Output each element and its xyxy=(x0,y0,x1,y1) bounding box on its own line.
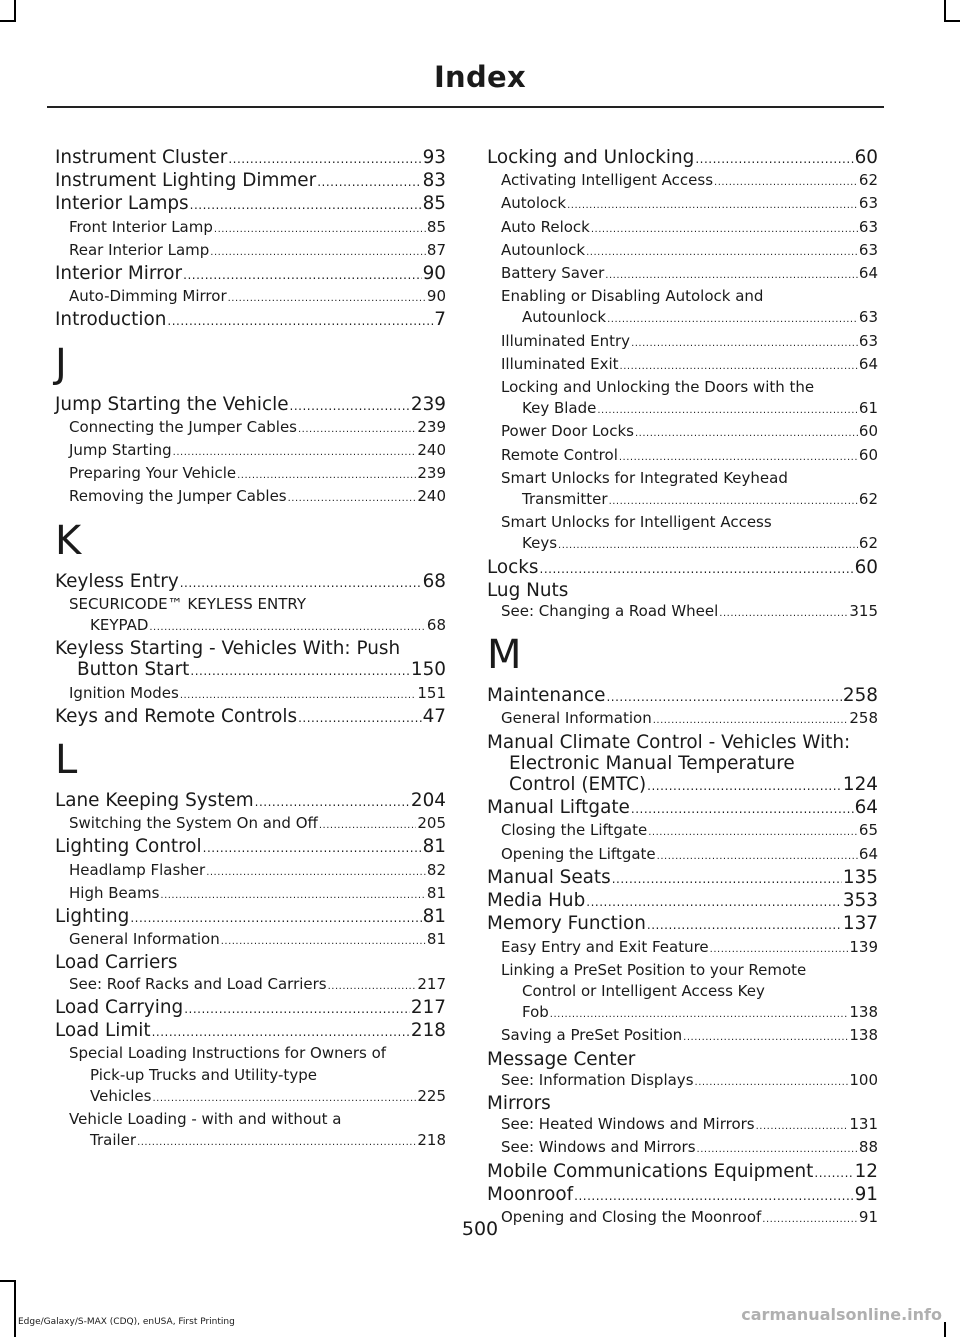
dot-leader xyxy=(290,396,410,417)
entry-page: 61 xyxy=(858,399,878,418)
index-line: Load Carriers xyxy=(55,952,178,974)
entry-term: Manual Seats xyxy=(487,866,611,888)
dot-leader xyxy=(190,195,422,216)
dot-leader xyxy=(612,869,842,890)
entry-page: 217 xyxy=(417,974,446,993)
page-number: 500 xyxy=(461,1218,499,1240)
entry-term: Ignition Modes xyxy=(69,683,179,702)
index-entry xyxy=(487,170,878,193)
entry-page: 93 xyxy=(422,147,446,168)
entry-term: Moonroof xyxy=(487,1183,574,1205)
watermark: carmanualsonline.info xyxy=(741,1305,942,1324)
entry-term: Power Door Locks xyxy=(501,422,634,441)
entry-term: Vehicles xyxy=(90,1086,152,1105)
dot-leader xyxy=(190,661,410,682)
index-entry xyxy=(55,193,446,216)
index-entry xyxy=(55,997,446,1020)
entry-page: 82 xyxy=(426,860,446,879)
entry-term: See: Information Displays xyxy=(501,1070,694,1089)
index-entry xyxy=(487,1002,878,1025)
dot-leader xyxy=(719,603,848,624)
index-entry xyxy=(487,820,878,843)
dot-leader xyxy=(597,400,858,421)
index-line: Smart Unlocks for Intelligent Access xyxy=(501,513,772,532)
entry-term: Lighting Control xyxy=(55,836,202,858)
dot-leader xyxy=(683,1027,848,1048)
crop-mark-top-right-h xyxy=(944,20,960,22)
entry-term: Illuminated Exit xyxy=(501,354,619,373)
index-entry xyxy=(487,307,878,330)
entry-page: 63 xyxy=(858,217,878,236)
entry-term: See: Changing a Road Wheel xyxy=(501,602,719,621)
index-entry xyxy=(55,836,446,859)
entry-page: 124 xyxy=(842,774,878,796)
dot-leader xyxy=(635,423,858,444)
dot-leader xyxy=(149,617,426,638)
entry-term: High Beams xyxy=(69,883,160,902)
entry-term: Front Interior Lamp xyxy=(69,217,213,236)
index-line: Mirrors xyxy=(487,1092,551,1114)
index-line: Locking and Unlocking the Doors with the xyxy=(501,378,815,397)
entry-page: 81 xyxy=(426,883,446,902)
index-entry xyxy=(487,1114,878,1137)
entry-page: 63 xyxy=(858,240,878,259)
entry-page: 240 xyxy=(417,487,446,506)
dot-leader xyxy=(695,1072,849,1093)
dot-leader xyxy=(695,149,853,170)
entry-term: General Information xyxy=(69,930,220,949)
dot-leader xyxy=(221,931,426,952)
entry-page: 353 xyxy=(842,890,878,912)
index-line: Special Loading Instructions for Owners of xyxy=(69,1044,387,1063)
entry-page: 137 xyxy=(842,913,878,935)
dot-leader xyxy=(647,776,842,797)
entry-page: 68 xyxy=(426,616,446,635)
dot-leader xyxy=(167,311,433,332)
index-line: Control or Intelligent Access Key xyxy=(522,981,765,1000)
entry-page: 150 xyxy=(410,659,446,681)
entry-page: 47 xyxy=(422,705,446,727)
index-entry xyxy=(487,1025,878,1048)
dot-leader xyxy=(631,799,854,820)
index-entry xyxy=(487,867,878,890)
entry-page: 81 xyxy=(422,906,446,928)
entry-term: Battery Saver xyxy=(501,264,605,283)
entry-term: Preparing Your Vehicle xyxy=(69,464,237,483)
entry-term: Auto-Dimming Mirror xyxy=(69,287,227,306)
section-letter: L xyxy=(55,737,78,784)
entry-term: Connecting the Jumper Cables xyxy=(69,417,297,436)
entry-page: 64 xyxy=(858,354,878,373)
entry-term: Trailer xyxy=(90,1131,137,1150)
index-line: Manual Climate Control - Vehicles With: xyxy=(487,731,851,753)
entry-page: 63 xyxy=(858,194,878,213)
dot-leader xyxy=(714,172,858,193)
dot-leader xyxy=(697,1139,858,1160)
dot-leader xyxy=(607,309,858,330)
dot-leader xyxy=(609,491,858,512)
entry-page: 225 xyxy=(417,1086,446,1105)
crop-mark-top-left xyxy=(14,0,16,22)
dot-leader xyxy=(574,1186,853,1207)
dot-leader xyxy=(130,908,421,929)
entry-term: Switching the System On and Off xyxy=(69,814,318,833)
dot-leader xyxy=(567,195,858,216)
entry-term: Instrument Lighting Dimmer xyxy=(55,170,317,192)
entry-term: See: Heated Windows and Mirrors xyxy=(501,1115,755,1134)
dot-leader xyxy=(756,1116,849,1137)
index-entry xyxy=(55,309,446,332)
index-line: Smart Unlocks for Integrated Keyhead xyxy=(501,468,788,487)
entry-term: Maintenance xyxy=(487,685,606,707)
entry-page: 239 xyxy=(417,464,446,483)
entry-page: 87 xyxy=(426,240,446,259)
dot-leader xyxy=(137,1132,416,1153)
entry-page: 63 xyxy=(858,331,878,350)
dot-leader xyxy=(173,442,417,463)
dot-leader xyxy=(255,792,410,813)
entry-term: Manual Liftgate xyxy=(487,797,630,819)
section-letter: K xyxy=(55,517,82,564)
index-line: Electronic Manual Temperature xyxy=(509,752,795,774)
entry-term: Keys and Remote Controls xyxy=(55,705,298,727)
section-letter: M xyxy=(487,632,522,679)
dot-leader xyxy=(710,939,849,960)
dot-leader xyxy=(203,838,422,859)
entry-term: Interior Lamps xyxy=(55,193,189,215)
entry-page: 205 xyxy=(417,814,446,833)
dot-leader xyxy=(648,822,858,843)
crop-mark-bottom-right xyxy=(944,1322,946,1337)
index-entry xyxy=(487,557,878,580)
index-entry xyxy=(487,913,878,936)
entry-page: 217 xyxy=(410,996,446,1018)
index-entry xyxy=(487,937,878,960)
entry-page: 81 xyxy=(426,930,446,949)
index-line: Vehicle Loading - with and without a xyxy=(69,1109,342,1128)
index-entry xyxy=(55,659,446,682)
entry-term: Saving a PreSet Position xyxy=(501,1026,683,1045)
dot-leader xyxy=(237,465,416,486)
index-column-left xyxy=(55,147,446,1153)
index-entry xyxy=(55,883,446,906)
dot-leader xyxy=(288,488,417,509)
section-letter: J xyxy=(55,340,67,387)
index-entry xyxy=(55,683,446,706)
dot-leader xyxy=(298,708,422,729)
entry-term: Keys xyxy=(522,534,558,553)
entry-term: Easy Entry and Exit Feature xyxy=(501,937,709,956)
index-entry xyxy=(487,1137,878,1160)
entry-page: 60 xyxy=(854,147,878,168)
entry-term: Lane Keeping System xyxy=(55,790,254,812)
index-entry xyxy=(487,354,878,377)
entry-term: Opening the Liftgate xyxy=(501,844,656,863)
entry-page: 65 xyxy=(858,821,878,840)
entry-term: General Information xyxy=(501,709,652,728)
dot-leader xyxy=(183,265,421,286)
index-column-right xyxy=(487,147,878,1230)
index-entry xyxy=(55,790,446,813)
crop-mark-bottom-left xyxy=(14,1280,16,1337)
dot-leader xyxy=(558,535,858,556)
entry-term: Remote Control xyxy=(501,445,618,464)
entry-page: 204 xyxy=(410,790,446,812)
entry-term: Button Start xyxy=(77,659,190,681)
entry-term: Fob xyxy=(522,1003,549,1022)
index-entry xyxy=(487,147,878,170)
dot-leader xyxy=(631,333,858,354)
index-entry xyxy=(55,706,446,729)
entry-page: 151 xyxy=(417,683,446,702)
entry-page: 90 xyxy=(426,287,446,306)
index-entry xyxy=(55,1086,446,1109)
index-entry xyxy=(487,890,878,913)
entry-term: Auto Relock xyxy=(501,217,590,236)
index-entry xyxy=(55,170,446,193)
entry-page: 64 xyxy=(854,797,878,819)
dot-leader xyxy=(160,885,426,906)
entry-page: 91 xyxy=(854,1183,878,1205)
index-entry xyxy=(487,331,878,354)
crop-mark-bottom-left-h xyxy=(0,1280,16,1282)
entry-page: 60 xyxy=(858,445,878,464)
index-entry xyxy=(55,860,446,883)
entry-term: Memory Function xyxy=(487,913,646,935)
crop-mark-top-left-h xyxy=(0,20,16,22)
entry-page: 138 xyxy=(849,1003,878,1022)
entry-page: 91 xyxy=(858,1207,878,1226)
index-entry xyxy=(55,906,446,929)
entry-term: Control (EMTC) xyxy=(509,774,647,796)
index-line: SECURICODE™ KEYLESS ENTRY xyxy=(69,594,306,613)
index-entry xyxy=(487,774,878,797)
entry-page: 62 xyxy=(858,490,878,509)
entry-term: Locks xyxy=(487,556,539,578)
entry-term: KEYPAD xyxy=(90,616,149,635)
index-entry xyxy=(487,421,878,444)
entry-term: Headlamp Flasher xyxy=(69,860,206,879)
index-entry xyxy=(487,489,878,512)
dot-leader xyxy=(814,1163,853,1184)
dot-leader xyxy=(210,242,426,263)
dot-leader xyxy=(180,685,417,706)
dot-leader xyxy=(328,976,417,997)
index-line: Keyless Starting - Vehicles With: Push xyxy=(55,638,401,660)
dot-leader xyxy=(152,1022,410,1043)
index-entry xyxy=(55,813,446,836)
entry-term: See: Roof Racks and Load Carriers xyxy=(69,974,327,993)
entry-term: Removing the Jumper Cables xyxy=(69,487,287,506)
entry-term: Transmitter xyxy=(522,490,608,509)
index-entry xyxy=(55,417,446,440)
entry-page: 239 xyxy=(410,393,446,415)
entry-term: Media Hub xyxy=(487,890,586,912)
index-entry xyxy=(55,1130,446,1153)
entry-term: See: Windows and Mirrors xyxy=(501,1138,696,1157)
dot-leader xyxy=(319,815,417,836)
entry-page: 85 xyxy=(422,193,446,215)
index-entry xyxy=(487,1070,878,1093)
entry-term: Keyless Entry xyxy=(55,570,179,592)
dot-leader xyxy=(586,892,842,913)
entry-term: Mobile Communications Equipment xyxy=(487,1160,814,1182)
crop-mark-top-right xyxy=(944,0,946,22)
dot-leader xyxy=(298,419,416,440)
entry-page: 64 xyxy=(858,844,878,863)
entry-page: 60 xyxy=(854,556,878,578)
entry-page: 68 xyxy=(422,570,446,592)
index-entry xyxy=(55,571,446,594)
index-entry xyxy=(487,193,878,216)
edition-footer: Edge/Galaxy/S-MAX (CDQ), enUSA, First Printing xyxy=(18,1317,235,1327)
header-rule xyxy=(47,106,884,108)
entry-page: 62 xyxy=(858,171,878,190)
index-entry xyxy=(55,463,446,486)
index-line: Enabling or Disabling Autolock and xyxy=(501,287,764,306)
entry-page: 85 xyxy=(426,217,446,236)
entry-page: 83 xyxy=(422,170,446,192)
index-entry xyxy=(487,1161,878,1184)
entry-page: 100 xyxy=(849,1070,878,1089)
dot-leader xyxy=(214,219,426,240)
dot-leader xyxy=(180,573,422,594)
index-entry xyxy=(55,263,446,286)
entry-page: 258 xyxy=(842,685,878,707)
entry-page: 139 xyxy=(849,937,878,956)
index-entry xyxy=(487,708,878,731)
index-entry xyxy=(55,240,446,263)
index-entry xyxy=(55,286,446,309)
entry-term: Closing the Liftgate xyxy=(501,821,648,840)
entry-term: Autounlock xyxy=(501,240,586,259)
entry-term: Load Limit xyxy=(55,1020,151,1042)
entry-page: 88 xyxy=(858,1138,878,1157)
dot-leader xyxy=(647,915,842,936)
index-entry xyxy=(55,929,446,952)
dot-leader xyxy=(206,862,426,883)
entry-page: 131 xyxy=(849,1115,878,1134)
index-entry xyxy=(55,615,446,638)
index-entry xyxy=(487,217,878,240)
entry-page: 218 xyxy=(410,1020,446,1042)
entry-page: 64 xyxy=(858,264,878,283)
dot-leader xyxy=(152,1088,416,1109)
index-entry xyxy=(487,601,878,624)
entry-page: 90 xyxy=(422,263,446,285)
index-entry xyxy=(55,486,446,509)
index-line: Pick-up Trucks and Utility-type xyxy=(90,1065,317,1084)
index-entry xyxy=(487,263,878,286)
dot-leader xyxy=(586,242,858,263)
entry-term: Lighting xyxy=(55,906,130,928)
entry-term: Jump Starting xyxy=(69,441,172,460)
entry-term: Interior Mirror xyxy=(55,263,183,285)
entry-term: Load Carrying xyxy=(55,996,184,1018)
entry-page: 218 xyxy=(417,1131,446,1150)
entry-term: Jump Starting the Vehicle xyxy=(55,393,289,415)
entry-page: 135 xyxy=(842,866,878,888)
entry-term: Opening and Closing the Moonroof xyxy=(501,1207,762,1226)
index-entry xyxy=(55,147,446,170)
dot-leader xyxy=(540,559,854,580)
dot-leader xyxy=(619,447,858,468)
entry-page: 7 xyxy=(434,309,446,331)
index-entry xyxy=(487,240,878,263)
index-entry xyxy=(487,844,878,867)
entry-page: 239 xyxy=(417,417,446,436)
entry-term: Autolock xyxy=(501,194,567,213)
entry-term: Autounlock xyxy=(522,308,607,327)
index-line: Message Center xyxy=(487,1048,636,1070)
index-entry xyxy=(55,217,446,240)
index-entry xyxy=(487,445,878,468)
entry-page: 63 xyxy=(858,308,878,327)
index-entry xyxy=(55,974,446,997)
index-line: Lug Nuts xyxy=(487,579,569,601)
entry-page: 258 xyxy=(849,709,878,728)
entry-term: Key Blade xyxy=(522,399,597,418)
index-entry xyxy=(55,394,446,417)
index-entry xyxy=(55,1020,446,1043)
entry-term: Introduction xyxy=(55,309,167,331)
index-entry xyxy=(487,533,878,556)
entry-term: Illuminated Entry xyxy=(501,331,631,350)
entry-term: Activating Intelligent Access xyxy=(501,171,714,190)
entry-page: 240 xyxy=(417,441,446,460)
dot-leader xyxy=(620,356,858,377)
index-entry xyxy=(55,440,446,463)
index-entry xyxy=(487,685,878,708)
dot-leader xyxy=(605,265,858,286)
dot-leader xyxy=(550,1004,849,1025)
index-entry xyxy=(487,398,878,421)
dot-leader xyxy=(317,172,421,193)
dot-leader xyxy=(228,149,421,170)
entry-page: 12 xyxy=(854,1160,878,1182)
index-entry xyxy=(487,797,878,820)
entry-term: Instrument Cluster xyxy=(55,147,228,168)
dot-leader xyxy=(228,288,426,309)
dot-leader xyxy=(653,710,849,731)
entry-page: 315 xyxy=(849,602,878,621)
page-title: Index xyxy=(433,60,527,94)
entry-page: 62 xyxy=(858,534,878,553)
entry-page: 60 xyxy=(858,422,878,441)
dot-leader xyxy=(184,999,410,1020)
entry-page: 81 xyxy=(422,836,446,858)
entry-page: 138 xyxy=(849,1026,878,1045)
entry-term: Locking and Unlocking xyxy=(487,147,695,168)
dot-leader xyxy=(657,846,858,867)
entry-term: Rear Interior Lamp xyxy=(69,240,210,259)
index-line: Linking a PreSet Position to your Remote xyxy=(501,960,807,979)
dot-leader xyxy=(606,687,841,708)
index-entry xyxy=(487,1184,878,1207)
dot-leader xyxy=(591,219,858,240)
